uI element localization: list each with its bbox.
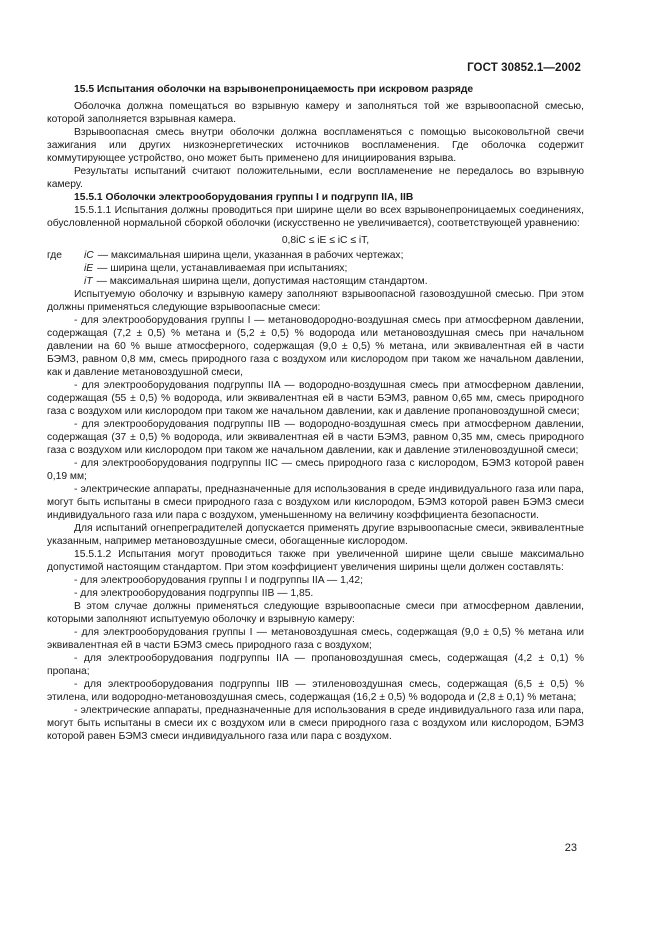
definition-text: — ширина щели, устанавливаемая при испытаниях; [97, 263, 348, 274]
subsection-heading: 15.5.1 Оболочки электрооборудования группы I и подгрупп IIA, IIB [74, 192, 414, 203]
paragraph: Оболочка должна помещаться во взрывную камеру и заполняться той же взрывоопасной смесью, которой заполняется взрывная камера. [47, 101, 584, 125]
paragraph: Результаты испытаний считают положительными, если воспламенение не передалось во взрывную камеру. [47, 166, 584, 190]
section-heading: 15.5 Испытания оболочки на взрывонепроницаемость при искровом разряде [74, 84, 474, 95]
definition-text: — максимальная ширина щели, указанная в рабочих чертежах; [97, 250, 404, 261]
definition-symbol: iC [84, 250, 94, 261]
paragraph: Испытуемую оболочку и взрывную камеру заполняют взрывоопасной газовоздушной смесью. При этом должны применяться следующие взрывоопасные смеси: [47, 289, 584, 313]
definition-row [47, 249, 584, 262]
document-body [47, 83, 584, 743]
paragraph: 15.5.1.2 Испытания могут проводиться также при увеличенной ширине щели свыше максимально допустимой настоящим стандартом. При этом коэффициент увеличения ширины щели должен составлять: [47, 549, 584, 573]
definition-row [47, 262, 584, 275]
definition-text: — максимальная ширина щели, допустимая настоящим стандартом. [96, 276, 428, 287]
list-item: - для электрооборудования подгруппы IIB — водородно-воздушная смесь при атмосферном давлении, содержащая (37 ± 0,5) % водорода, или эквивалентная ей в части БЭМЗ, равном 0,35 мм, смесь природного газа с воздухом или кислородом при таком же начальном давлении, как и давление этиленовоздушной смеси; [47, 419, 584, 456]
standard-header: ГОСТ 30852.1—2002 [467, 62, 581, 74]
list-item: - для электрооборудования группы I и подгруппы IIA — 1,42; [74, 575, 363, 586]
list-item: - для электрооборудования группы I — метановодородно-воздушная смесь при атмосферном давлении, содержащая (7,2 ± 0,5) % метана и (5,2 ± 0,5) % водорода или метановоздушная смесь при начальном давлении на 60 % выше атмосферного, содержащая (9,0 ± 0,5) % метана, или эквивалентная ей в части БЭМЗ, равном 0,8 мм, смесь природного газа с воздухом или кислородом при таком же начальном давлении, как и давление метановоздушной смеси, [47, 315, 584, 378]
definition-lead: где [47, 250, 63, 261]
list-item: - для электрооборудования подгруппы IIB — этиленовоздушная смесь, содержащая (6,5 ± 0,5) % этилена, или водородно-метановоздушная смесь, содержащая (16,2 ± 0,5) % водорода и (2,8 ± 0,1) % метана; [47, 679, 584, 703]
paragraph: Для испытаний огнепреградителей допускается применять другие взрывоопасные смеси, эквивалентные указанным, например метановоздушные смеси, обогащенные кислородом. [47, 523, 584, 547]
list-item: - электрические аппараты, предназначенные для использования в среде индивидуального газа или пара, могут быть испытаны в смеси их с воздухом или в смеси природного газа с воздухом или кислородом, БЭМЗ которой равен БЭМЗ смеси индивидуального газа или пара с воздухом. [47, 705, 584, 742]
paragraph: 15.5.1.1 Испытания должны проводиться при ширине щели во всех взрывонепроницаемых соединениях, обусловленной нормальной сборкой оболочки (искусственно не увеличивается), соответствующей уравнению: [47, 205, 584, 229]
list-item: - для электрооборудования подгруппы IIB — 1,85. [74, 588, 314, 599]
list-item: - для электрооборудования подгруппы IIC — смесь природного газа с кислородом, БЭМЗ которой равен 0,19 мм; [47, 458, 584, 482]
page-number: 23 [564, 842, 577, 854]
list-item: - для электрооборудования группы I — метановоздушная смесь, содержащая (9,0 ± 0,5) % метана или эквивалентная ей в части БЭМЗ смесь природного газа с воздухом; [47, 627, 584, 651]
paragraph: В этом случае должны применяться следующие взрывоопасные смеси при атмосферном давлении, которыми заполняют испытуемую оболочку и взрывную камеру: [47, 601, 584, 625]
list-item: - для электрооборудования подгруппы IIA — водородно-воздушная смесь при атмосферном давлении, содержащая (55 ± 0,5) % водорода, или эквивалентная ей в части БЭМЗ, равном 0,65 мм, смесь природного газа с воздухом или кислородом при таком же начальном давлении, как и давление пропановоздушной смеси; [47, 380, 584, 417]
paragraph: Взрывоопасная смесь внутри оболочки должна воспламеняться с помощью высоковольтной свечи зажигания или других низкоэнергетических источников воспламенения. Где оболочка содержит коммутирующее устройство, оно может быть применено для инициирования взрыва. [47, 127, 584, 164]
formula: 0,8iC ≤ iE ≤ iC ≤ iT, [281, 235, 370, 246]
list-item: - электрические аппараты, предназначенные для использования в среде индивидуального газа или пара, могут быть испытаны в смеси природного газа с воздухом или кислородом, БЭМЗ которой равен БЭМЗ смеси индивидуального газа или пара с воздухом, уменьшенному на величину коэффициента безопасности. [47, 484, 584, 521]
definition-row [47, 275, 584, 288]
definition-symbol: iE [84, 263, 94, 274]
definition-symbol: iT [84, 276, 93, 287]
list-item: - для электрооборудования подгруппы IIA — пропановоздушная смесь, содержащая (4,2 ± 0,1) % пропана; [47, 653, 584, 677]
